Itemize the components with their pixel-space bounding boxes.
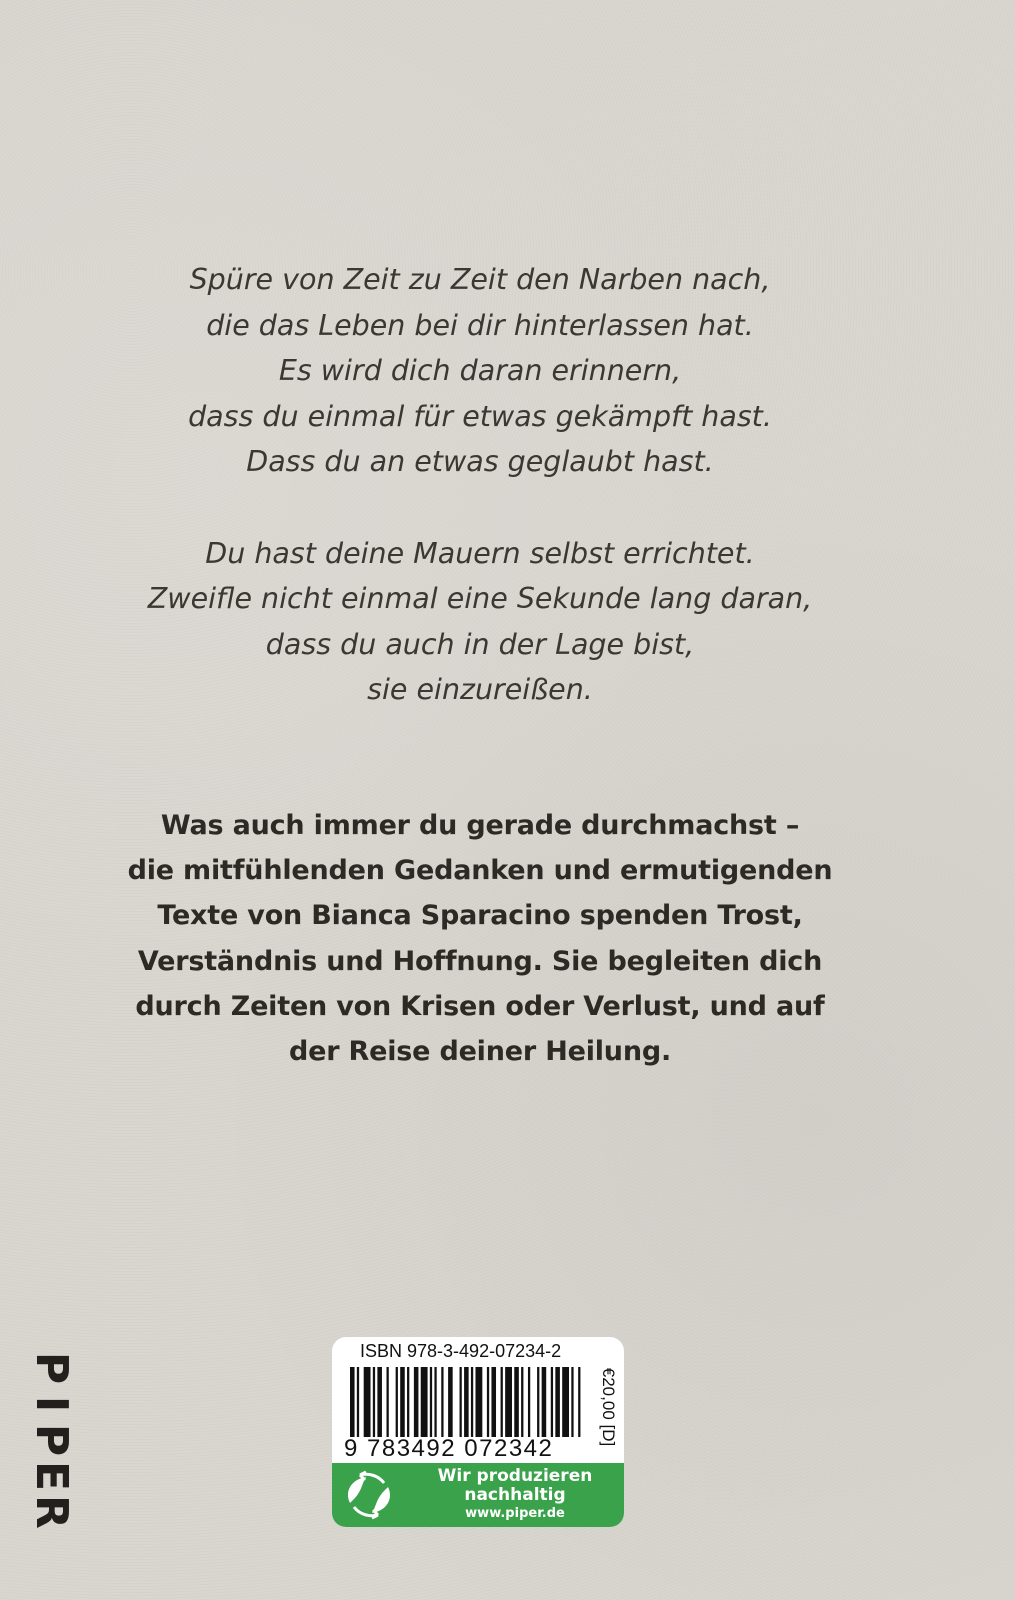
eco-badge — [332, 1463, 624, 1527]
eco-line-2: nachhaltig — [464, 1485, 566, 1505]
poem-line: Du hast deine Mauern selbst errichtet. — [205, 536, 755, 570]
barcode-bar — [537, 1367, 539, 1437]
publisher-logo — [25, 1350, 77, 1529]
barcode-bar — [487, 1367, 489, 1437]
barcode-box — [332, 1337, 624, 1527]
barcode-bar — [542, 1367, 547, 1437]
barcode-digits: 9 783492 072342 — [344, 1435, 554, 1462]
barcode-bar — [491, 1367, 496, 1437]
isbn-label: ISBN 978-3-492-07234-2 — [360, 1341, 562, 1361]
publisher-letter: P — [26, 1351, 77, 1385]
blurb-line: Verständnis und Hoffnung. Sie begleiten dich — [137, 945, 823, 977]
barcode-bar — [421, 1367, 428, 1437]
barcode-bar — [364, 1367, 371, 1437]
barcode-bar — [505, 1367, 512, 1437]
poem-line: sie einzureißen. — [367, 673, 593, 706]
blurb-line: die mitfühlenden Gedanken und ermutigenden — [127, 855, 833, 887]
publisher-url[interactable]: www.piper.de — [465, 1506, 565, 1521]
barcode-bar — [501, 1367, 503, 1437]
blurb-line: Was auch immer du gerade durchmachst – — [160, 810, 800, 841]
barcode-bar — [430, 1367, 432, 1437]
blurb-line: durch Zeiten von Krisen oder Verlust, und auf — [135, 990, 825, 1022]
publisher-letter: E — [26, 1460, 77, 1492]
barcode-bars — [350, 1367, 585, 1437]
barcode-bar — [562, 1367, 569, 1437]
barcode-bar — [475, 1367, 482, 1437]
poem-stanza-1 — [100, 257, 860, 485]
eco-badge-text — [406, 1467, 624, 1523]
barcode-bar — [407, 1367, 409, 1437]
barcode-bar — [448, 1367, 453, 1437]
barcode-bar — [555, 1367, 560, 1437]
barcode-bar — [464, 1367, 469, 1437]
book-blurb — [100, 803, 860, 1074]
poem-text — [100, 257, 860, 713]
publisher-letter: I — [26, 1395, 77, 1413]
poem-line: Zweifle nicht einmal eine Sekunde lang daran, — [147, 582, 813, 615]
publisher-letter: R — [25, 1495, 77, 1529]
poem-line: Spüre von Zeit zu Zeit den Narben nach, — [189, 263, 771, 296]
leaf-recycle-icon — [332, 1463, 406, 1527]
poem-line: Dass du an etwas geglaubt hast. — [246, 445, 714, 478]
price-label-wrap — [598, 1345, 618, 1465]
eco-line-1: Wir produzieren — [437, 1466, 593, 1486]
barcode-bar — [521, 1367, 523, 1437]
poem-line: die das Leben bei dir hinterlassen hat. — [206, 308, 754, 342]
barcode-bar — [357, 1367, 359, 1437]
barcode-bar — [551, 1367, 553, 1437]
barcode-bar — [460, 1367, 462, 1437]
poem-stanza-2 — [100, 531, 860, 713]
barcode-bar — [441, 1367, 443, 1437]
barcode-bar — [400, 1367, 405, 1437]
publisher-letter: P — [26, 1423, 77, 1457]
barcode-bar — [377, 1367, 382, 1437]
barcode-bar — [434, 1367, 436, 1437]
barcode-bar — [350, 1367, 355, 1437]
barcode-bar — [571, 1367, 573, 1437]
barcode-bar — [528, 1367, 530, 1437]
blurb-line: der Reise deiner Heilung. — [288, 1036, 672, 1068]
poem-line: dass du auch in der Lage bist, — [265, 627, 695, 661]
blurb-line: Texte von Bianca Sparacino spenden Trost, — [157, 900, 803, 932]
barcode-bar — [373, 1367, 375, 1437]
barcode-bar — [578, 1367, 580, 1437]
barcode-bar — [471, 1367, 473, 1437]
barcode-bar — [514, 1367, 519, 1437]
barcode-bar — [396, 1367, 398, 1437]
barcode-bar — [414, 1367, 419, 1437]
barcode-bar — [387, 1367, 389, 1437]
poem-line: Es wird dich daran erinnern, — [278, 354, 682, 387]
poem-line: dass du einmal für etwas gekämpft hast. — [188, 399, 772, 433]
price-label: €20,00 [D] — [599, 1367, 619, 1447]
